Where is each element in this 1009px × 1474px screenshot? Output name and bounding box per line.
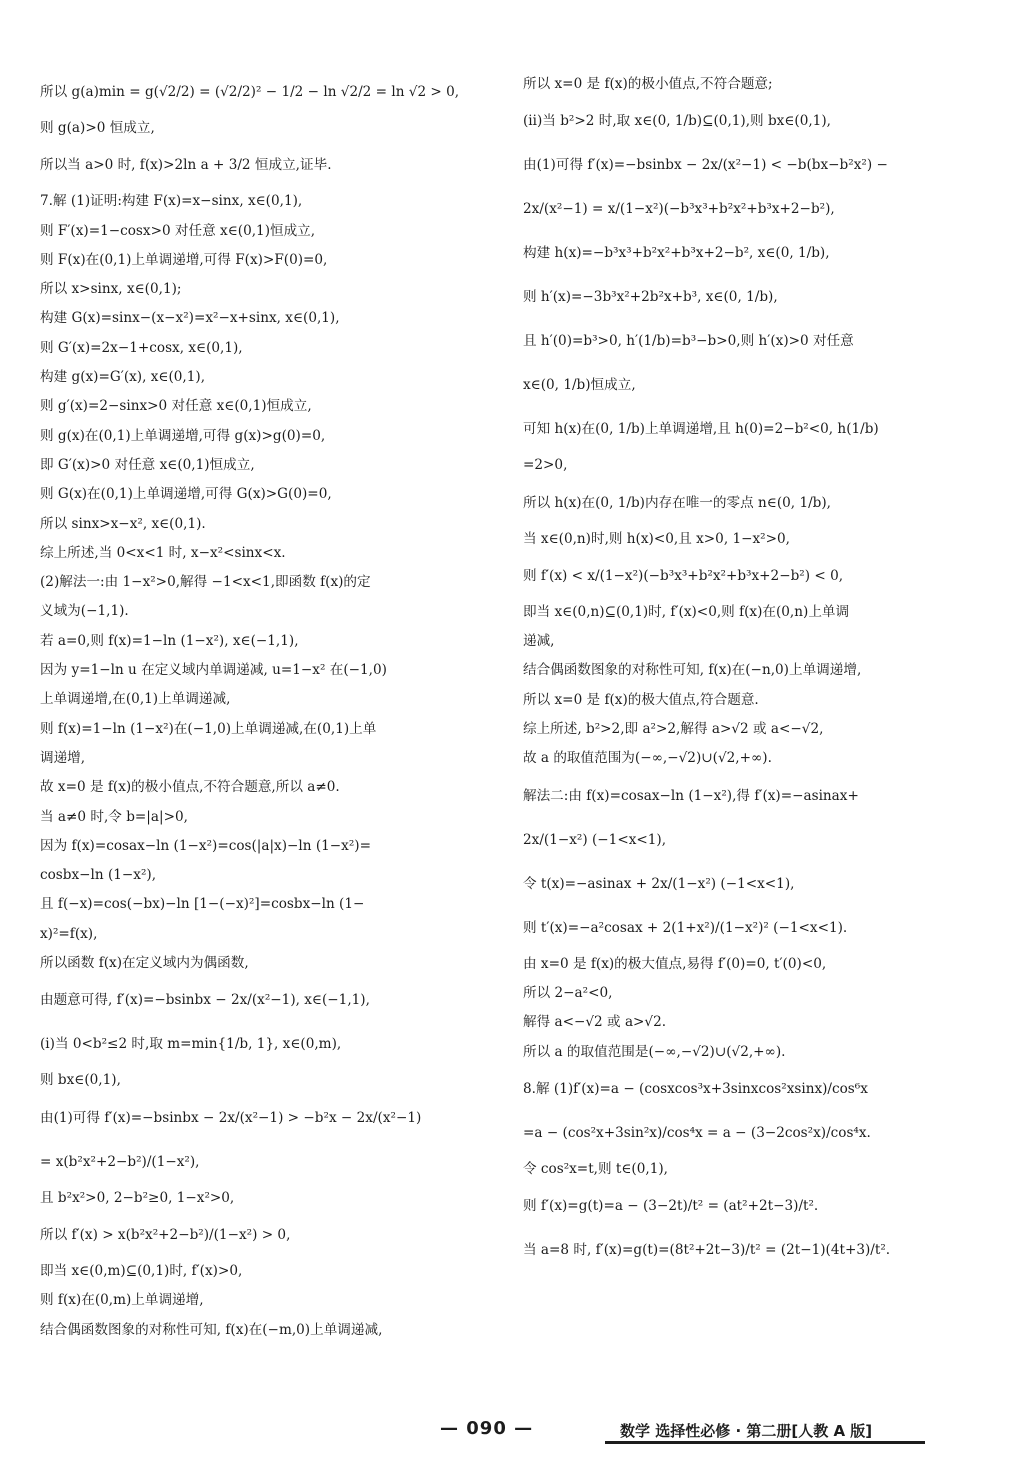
text-line: =2>0, [523, 457, 568, 474]
text-line: 2x/(1−x²) (−1<x<1), [523, 831, 667, 848]
text-line: 构建 h(x)=−b³x³+b²x²+b³x+2−b², x∈(0, 1/b), [523, 245, 830, 262]
text-line: 调递增, [40, 749, 86, 766]
text-line: 所以 x>sinx, x∈(0,1); [40, 281, 182, 298]
text-line: 由(1)可得 f′(x)=−bsinbx − 2x/(x²−1) > −b²x − 2x/(x²−1) [40, 1109, 422, 1126]
text-line: 解得 a<−√2 或 a>√2. [523, 1014, 667, 1031]
text-line: 当 x∈(0,n)时,则 h(x)<0,且 x>0, 1−x²>0, [523, 530, 790, 547]
text-line: 所以 a 的取值范围是(−∞,−√2)∪(√2,+∞). [523, 1043, 786, 1060]
text-line: 则 G(x)在(0,1)上单调递增,可得 G(x)>G(0)=0, [40, 486, 332, 503]
text-line: x∈(0, 1/b)恒成立, [523, 377, 636, 394]
text-line: 因为 y=1−ln u 在定义域内单调递减, u=1−x² 在(−1,0) [40, 662, 387, 679]
text-line: 则 t′(x)=−a²cosax + 2(1+x²)/(1−x²)² (−1<x<1). [523, 919, 848, 936]
text-line: 构建 G(x)=sinx−(x−x²)=x²−x+sinx, x∈(0,1), [40, 310, 340, 327]
text-line: 则 f′(x) < x/(1−x²)(−b³x³+b²x²+b³x+2−b²) < 0, [523, 567, 844, 584]
text-line: x)²=f(x), [40, 925, 98, 942]
text-line: 8.解 (1)f′(x)=a − (cosxcos³x+3sinxcos²xsinx)/cos⁶x [523, 1080, 868, 1097]
text-line: 即当 x∈(0,n)⊆(0,1)时, f′(x)<0,则 f(x)在(0,n)上单调 [523, 603, 850, 620]
text-line: 解法二:由 f(x)=cosax−ln (1−x²),得 f′(x)=−asinax+ [523, 787, 859, 804]
text-line: 且 h′(0)=b³>0, h′(1/b)=b³−b>0,则 h′(x)>0 对任意 [523, 333, 854, 350]
text-line: 则 F(x)在(0,1)上单调递增,可得 F(x)>F(0)=0, [40, 251, 328, 268]
text-line: =a − (cos²x+3sin²x)/cos⁴x = a − (3−2cos²x)/cos⁴x. [523, 1124, 871, 1141]
text-line: 所以 x=0 是 f(x)的极大值点,符合题意. [523, 691, 759, 708]
text-line: 若 a=0,则 f(x)=1−ln (1−x²), x∈(−1,1), [40, 632, 299, 649]
text-line: 由 x=0 是 f(x)的极大值点,易得 f′(0)=0, t′(0)<0, [523, 955, 827, 972]
text-line: 所以 f′(x) > x(b²x²+2−b²)/(1−x²) > 0, [40, 1226, 291, 1243]
text-line: 可知 h(x)在(0, 1/b)上单调递增,且 h(0)=2−b²<0, h(1/b) [523, 421, 879, 438]
left-column [40, 70, 482, 1345]
text-line: 所以函数 f(x)在定义域内为偶函数, [40, 955, 249, 972]
text-line: (ⅱ)当 b²>2 时,取 x∈(0, 1/b)⊆(0,1),则 bx∈(0,1), [523, 113, 831, 130]
text-line: 令 t(x)=−asinax + 2x/(1−x²) (−1<x<1), [523, 875, 795, 892]
text-line: cosbx−ln (1−x²), [40, 867, 157, 884]
text-line: 则 bx∈(0,1), [40, 1072, 121, 1089]
text-line: 且 f(−x)=cos(−bx)−ln [1−(−x)²]=cosbx−ln (1− [40, 896, 365, 913]
text-line: 则 g(x)在(0,1)上单调递增,可得 g(x)>g(0)=0, [40, 427, 326, 444]
text-line: 则 h′(x)=−3b³x²+2b²x+b³, x∈(0, 1/b), [523, 289, 778, 306]
text-line: 且 b²x²>0, 2−b²≥0, 1−x²>0, [40, 1189, 235, 1206]
text-line: 则 G′(x)=2x−1+cosx, x∈(0,1), [40, 339, 243, 356]
text-line: 则 f(x)=1−ln (1−x²)在(−1,0)上单调递减,在(0,1)上单 [40, 720, 377, 737]
text-line: 所以当 a>0 时, f(x)>2ln a + 3/2 恒成立,证毕. [40, 157, 332, 174]
text-line: 故 x=0 是 f(x)的极小值点,不符合题意,所以 a≠0. [40, 779, 340, 796]
footer-rule [605, 1441, 925, 1444]
text-line: 所以 h(x)在(0, 1/b)内存在唯一的零点 n∈(0, 1/b), [523, 494, 831, 511]
text-line: 由题意可得, f′(x)=−bsinbx − 2x/(x²−1), x∈(−1,1), [40, 992, 370, 1009]
text-line: 所以 2−a²<0, [523, 984, 613, 1001]
text-line: 故 a 的取值范围为(−∞,−√2)∪(√2,+∞). [523, 750, 772, 767]
text-line: 构建 g(x)=G′(x), x∈(0,1), [40, 369, 206, 386]
text-line: 义域为(−1,1). [40, 603, 129, 620]
text-line: 即当 x∈(0,m)⊆(0,1)时, f′(x)>0, [40, 1262, 243, 1279]
text-line: 即 G′(x)>0 对任意 x∈(0,1)恒成立, [40, 456, 255, 473]
text-line: 递减, [523, 633, 555, 650]
text-line: 所以 g(a)min = g(√2/2) = (√2/2)² − 1/2 − ln √2/2 = ln √2 > 0, [40, 84, 460, 100]
text-line: 因为 f(x)=cosax−ln (1−x²)=cos(|a|x)−ln (1−x²)= [40, 837, 371, 854]
text-line: (2)解法一:由 1−x²>0,解得 −1<x<1,即函数 f(x)的定 [40, 574, 371, 591]
text-line: 结合偶函数图象的对称性可知, f(x)在(−n,0)上单调递增, [523, 662, 862, 679]
text-line: 综上所述,当 0<x<1 时, x−x²<sinx<x. [40, 544, 286, 561]
text-line: = x(b²x²+2−b²)/(1−x²), [40, 1153, 200, 1170]
text-line: 由(1)可得 f′(x)=−bsinbx − 2x/(x²−1) < −b(bx−b²x²) − [523, 157, 888, 174]
text-line: 上单调递增,在(0,1)上单调递减, [40, 691, 231, 708]
text-line: 则 f(x)在(0,m)上单调递增, [40, 1292, 204, 1309]
text-line: 当 a≠0 时,令 b=|a|>0, [40, 808, 188, 825]
text-line: 综上所述, b²>2,即 a²>2,解得 a>√2 或 a<−√2, [523, 721, 824, 738]
text-line: (ⅰ)当 0<b²≤2 时,取 m=min{1/b, 1}, x∈(0,m), [40, 1036, 342, 1053]
book-title: 数学 选择性必修 · 第二册[人教 A 版] [620, 1422, 873, 1440]
text-line: 则 F′(x)=1−cosx>0 对任意 x∈(0,1)恒成立, [40, 222, 316, 239]
text-line: 2x/(x²−1) = x/(1−x²)(−b³x³+b²x²+b³x+2−b²), [523, 201, 835, 218]
text-line: 则 g′(x)=2−sinx>0 对任意 x∈(0,1)恒成立, [40, 398, 312, 415]
text-line: 则 g(a)>0 恒成立, [40, 120, 155, 136]
text-line: 结合偶函数图象的对称性可知, f(x)在(−m,0)上单调递减, [40, 1321, 383, 1338]
text-line: 所以 x=0 是 f(x)的极小值点,不符合题意; [523, 76, 773, 92]
right-column [523, 70, 969, 1272]
text-line: 当 a=8 时, f′(x)=g(t)=(8t²+2t−3)/t² = (2t−1)(4t+3)/t². [523, 1242, 891, 1259]
page-number: — 090 — [440, 1418, 534, 1439]
text-line: 则 f′(x)=g(t)=a − (3−2t)/t² = (at²+2t−3)/t². [523, 1198, 819, 1215]
text-line: 7.解 (1)证明:构建 F(x)=x−sinx, x∈(0,1), [40, 193, 303, 210]
text-line: 所以 sinx>x−x², x∈(0,1). [40, 515, 206, 532]
text-line: 令 cos²x=t,则 t∈(0,1), [523, 1160, 668, 1177]
